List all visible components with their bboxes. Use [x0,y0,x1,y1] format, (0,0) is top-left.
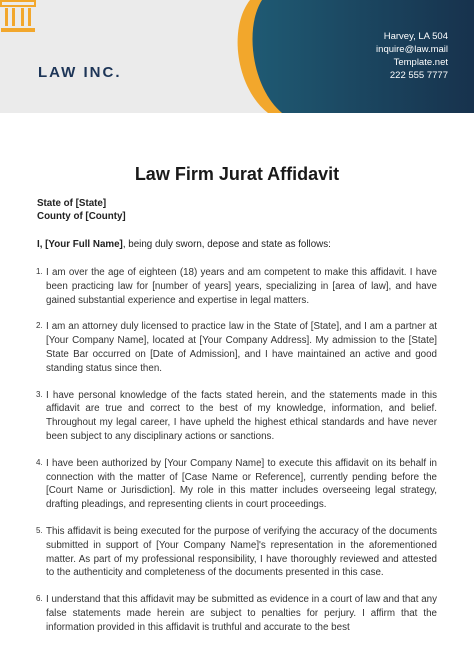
contact-email[interactable]: inquire@law.mail [376,44,448,55]
statement-number: 4. [36,457,43,467]
statement-text: I am an attorney duly licensed to practice law in the State of [State], and I am a partner at [Your Company Name], located at [Your Company Address]. My admission to the [State] State Bar occurred on [Date of Admission], and I have maintained an active and good standing status since then. [46,321,437,374]
county-line: County of [County] [37,211,126,222]
pillar-logo-icon [0,0,36,34]
statement-item [37,389,437,444]
statement-text: I have personal knowledge of the facts stated herein, and the statements made in this affidavit are true and correct to the best of my knowledge, information, and belief. Throughout my legal career, I have upheld the highest ethical standards and have never been subject to any disciplinary actions or sanctions. [46,389,437,442]
letterhead [0,0,474,113]
statement-number: 2. [36,321,43,331]
statement-item [37,457,437,512]
statement-text: This affidavit is being executed for the purpose of verifying the accuracy of the documents submitted in support of [Your Company Name]'s representation in the aforementioned matter. As part of my professional responsibility, I have thoroughly reviewed and attested to the authenticity and completeness of the documents presented in this case. [46,525,437,579]
intro-text: , being duly sworn, depose and state as follows: [122,239,331,250]
venue-block [37,197,126,223]
document-title: Law Firm Jurat Affidavit [134,164,340,184]
statement-text: I have been authorized by [Your Company Name] to execute this affidavit on its behalf in connection with the matter of [Case Name or Reference], currently pending before the [Court Name or Jurisdiction]. My role in this matter includes overseeing legal strategy, drafting pleadings, and representing clients in court proceedings. [46,457,437,511]
statement-item [37,525,437,580]
contact-phone: 222 555 7777 [389,70,448,81]
page-fade [0,653,474,671]
affidavit-statements [37,266,437,648]
contact-block [376,30,448,82]
statement-item [37,266,437,307]
contact-address: Harvey, LA 504 [383,31,448,42]
statement-number: 3. [36,389,43,399]
statement-number: 1. [36,267,43,276]
statement-item [37,593,437,634]
statement-text: I understand that this affidavit may be submitted as evidence in a court of law and that any false statements made herein are subject to penalties for perjury. I affirm that the information provided in this affidavit is truthful and accurate to the best [46,594,437,633]
statement-item [37,320,437,375]
intro-paragraph [37,238,437,251]
state-line: State of [State] [37,198,107,209]
statement-text: I am over the age of eighteen (18) years and am competent to make this affidavit. I have been practicing law for [number of years] years, specializing in [area of law], and have gained substantial experience and expertise in legal matters. [46,267,437,306]
contact-website[interactable]: Template.net [393,57,448,68]
statement-number: 6. [36,594,43,604]
affiant-name: I, [Your Full Name] [37,239,123,250]
logo-text: LAW INC. [38,64,122,81]
statement-number: 5. [36,525,43,535]
